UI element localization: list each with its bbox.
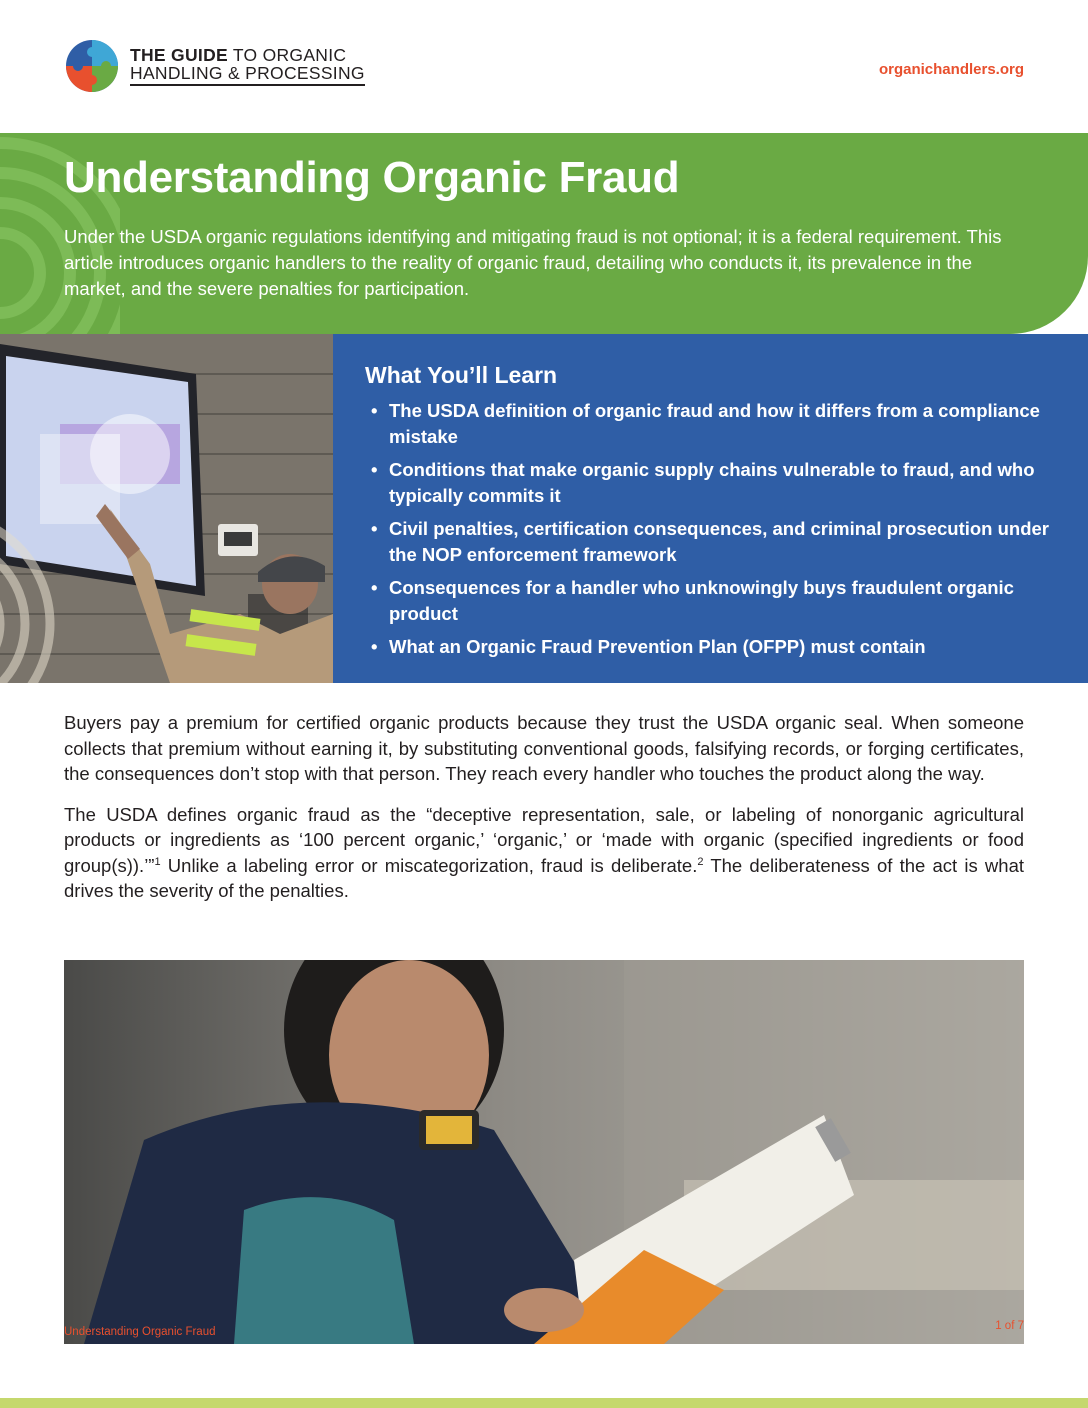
list-item: • Civil penalties, certification consequences, and criminal prosecution under the NOP enforcement framework [365, 516, 1055, 567]
list-item: • What an Organic Fraud Prevention Plan (OFPP) must contain [365, 634, 1055, 660]
paragraph-2-part-c: The deliberateness of the act is what drives the severity of the penalties. [64, 854, 1024, 901]
logo-bold: THE GUIDE [130, 45, 228, 65]
learn-heading: What You’ll Learn [365, 362, 558, 388]
logo-line1: TO ORGANIC [227, 45, 347, 65]
title-banner [0, 133, 1088, 334]
footnote-ref-1[interactable]: 1 [154, 855, 161, 868]
list-item: • The USDA definition of organic fraud and how it differs from a compliance mistake [365, 398, 1055, 449]
learn-list [365, 398, 1055, 668]
paragraph-2-part-b: Unlike a labeling error or miscategorization, fraud is deliberate. [160, 854, 698, 876]
logo [64, 38, 365, 94]
list-item: • Conditions that make organic supply chains vulnerable to fraud, and who typically commits it [365, 457, 1055, 508]
list-item: • Consequences for a handler who unknowingly buys fraudulent organic product [365, 575, 1055, 626]
logo-wordmark [130, 46, 365, 86]
footer-accent-bar [0, 1398, 1088, 1408]
logo-line2: HANDLING & PROCESSING [130, 63, 365, 83]
page-number: 1 of 7 [995, 1320, 1024, 1332]
puzzle-globe-icon [64, 38, 120, 94]
paragraph-1: Buyers pay a premium for certified organic products because they trust the USDA organic seal. When someone collects that premium without earning it, by substituting conventional goods, falsifying records, or forging certificates, the consequences don’t stop with that person. They reach every handler who touches the product along the way. [64, 712, 1024, 784]
learning-objectives-panel [333, 334, 1088, 683]
clipboard-worker-photo [64, 960, 1024, 1344]
worker-at-screen-image [0, 334, 333, 683]
footer-title: Understanding Organic Fraud [64, 1326, 216, 1338]
paragraph-2 [64, 802, 1024, 904]
warehouse-monitor-photo [0, 334, 333, 683]
page-title: Understanding Organic Fraud [64, 153, 680, 202]
site-url-link[interactable]: organichandlers.org [878, 61, 1024, 78]
worker-with-clipboard-image [64, 960, 1024, 1344]
intro-text: Under the USDA organic regulations identifying and mitigating fraud is not optional; it is a federal requirement. This article introduces organic handlers to the reality of organic fraud, detailing who conducts it, its prevalence in the market, and the severe penalties for participation. [64, 226, 1002, 299]
footnote-ref-2[interactable]: 2 [697, 855, 704, 868]
paragraph-2-part-a: The USDA defines organic fraud as the “deceptive representation, sale, or labeling of nonorganic agricultural products or ingredients as ‘100 percent organic,’ ‘organic,’ or ‘made with organic (specified ingredients or food group(s)).’” [64, 803, 1024, 876]
article-body [64, 710, 1024, 919]
